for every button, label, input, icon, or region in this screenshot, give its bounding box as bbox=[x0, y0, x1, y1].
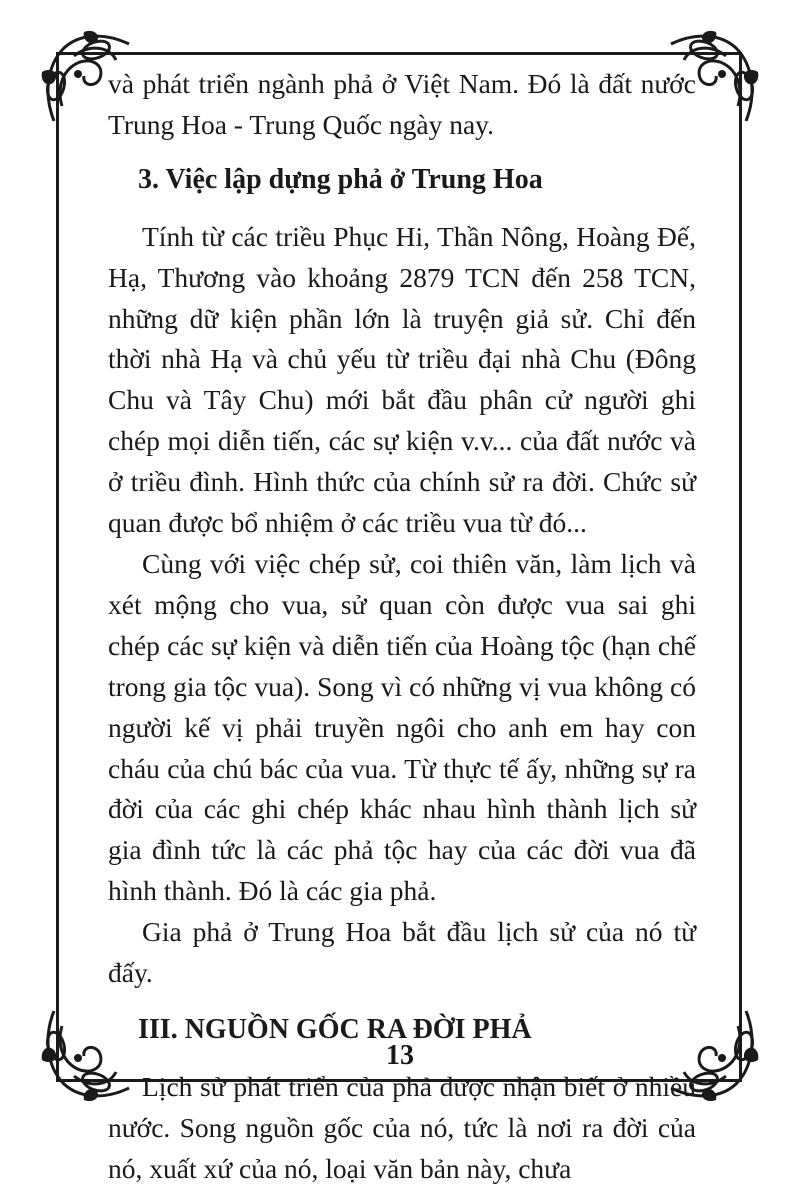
chapter-heading-iii: III. NGUỒN GỐC RA ĐỜI PHẢ bbox=[138, 1013, 532, 1045]
page-body bbox=[108, 64, 696, 1190]
paragraph: Lịch sử phát triển của phả được nhận biết ở nhiều nước. Song nguồn gốc của nó, tức là nơi ra đời của nó, xuất xứ của nó, loại văn bản này, chưa bbox=[108, 1070, 696, 1184]
continued-paragraph: và phát triển ngành phả ở Việt Nam. Đó là đất nước Trung Hoa - Trung Quốc ngày nay. bbox=[108, 68, 696, 140]
paragraph: Cùng với việc chép sử, coi thiên văn, làm lịch và xét mộng cho vua, sử quan còn được vua sai ghi chép các sự kiện và diễn tiến của Hoàng tộc (hạn chế trong gia tộc vua). Song vì có những vị vua không có người kế vị phải truyền ngôi cho anh em hay con cháu của chú bác của vua. Từ thực tế ấy, những sự ra đời của các ghi chép khác nhau hình thành lịch sử gia đình tức là các phả tộc hay của các đời vua đã hình thành. Đó là các gia phả. bbox=[108, 547, 696, 907]
paragraph: Gia phả ở Trung Hoa bắt đầu lịch sử của nó từ đấy. bbox=[108, 916, 696, 989]
section-heading-3: 3. Việc lập dựng phả ở Trung Hoa bbox=[138, 163, 543, 195]
page-number: 13 bbox=[386, 1040, 414, 1071]
paragraph: Tính từ các triều Phục Hi, Thần Nông, Hoàng Đế, Hạ, Thương vào khoảng 2879 TCN đến 258 TCN, những dữ kiện phần lớn là truyện giả sử. Chỉ đến thời nhà Hạ và chủ yếu từ triều đại nhà Chu (Đông Chu và Tây Chu) mới bắt đầu phân cử người ghi chép mọi diễn tiến, các sự kiện v.v... của đất nước và ở triều đình. Hình thức của chính sử ra đời. Chức sử quan được bổ nhiệm ở các triều vua từ đó... bbox=[108, 220, 696, 539]
